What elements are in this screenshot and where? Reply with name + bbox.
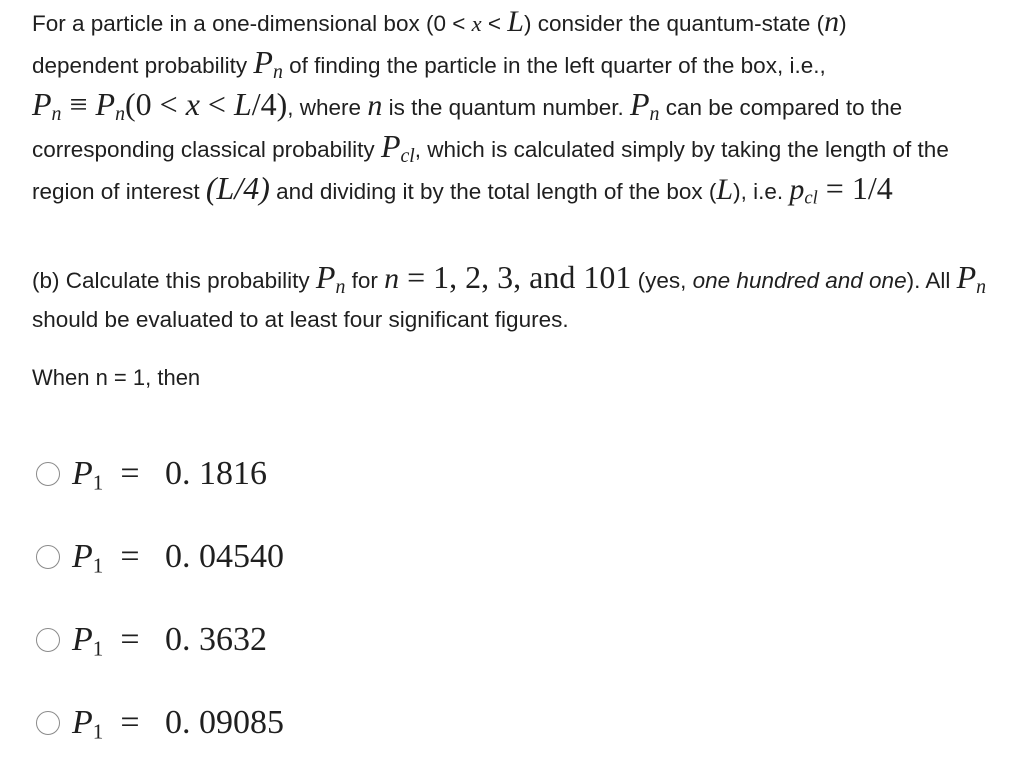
option-label[interactable]	[72, 621, 267, 659]
lt-symbol: <	[199, 86, 234, 122]
question-intro	[32, 2, 997, 211]
var-P: P	[315, 259, 336, 295]
def-open: (0 <	[124, 86, 186, 122]
radio-button[interactable]	[36, 462, 60, 486]
sub-n: n	[335, 275, 346, 298]
answer-option[interactable]	[36, 452, 267, 496]
part-b-text: ). All	[906, 268, 957, 293]
var-P: P	[72, 455, 93, 492]
var-P: P	[629, 86, 650, 122]
var-n: n	[384, 262, 400, 295]
var-P: P	[72, 538, 93, 575]
part-b-text: (b) Calculate this probability	[32, 268, 316, 293]
part-b-emphasis: one hundred and one	[692, 268, 907, 293]
intro-text: dependent probability	[32, 53, 254, 78]
sub-n: n	[272, 60, 283, 83]
option-value: = 0. 1816	[103, 455, 268, 492]
region-expr: (L/4)	[205, 170, 270, 206]
sub-index: 1	[92, 553, 104, 578]
var-n: n	[367, 89, 383, 122]
sub-index: 1	[92, 470, 104, 495]
var-P: P	[72, 621, 93, 658]
radio-button[interactable]	[36, 711, 60, 735]
option-label[interactable]	[72, 704, 284, 742]
var-L: L	[233, 86, 252, 122]
eq-quarter: = 1/4	[817, 170, 893, 206]
sub-cl: cl	[400, 144, 415, 167]
sub-n: n	[115, 102, 125, 125]
intro-text: , where	[287, 95, 368, 120]
var-x: x	[185, 86, 200, 122]
sub-index: 1	[92, 636, 104, 661]
lt-symbol: <	[481, 11, 508, 36]
var-L: L	[716, 173, 734, 206]
sub-n: n	[51, 102, 62, 125]
intro-text: For a particle in a one-dimensional box (0 <	[32, 11, 472, 36]
option-label[interactable]	[72, 455, 267, 493]
radio-button[interactable]	[36, 545, 60, 569]
sub-cl: cl	[804, 187, 818, 209]
when-prompt: When n = 1, then	[32, 365, 201, 390]
intro-text: is the quantum number.	[382, 95, 630, 120]
option-label[interactable]	[72, 538, 284, 576]
question-part-b	[32, 258, 997, 339]
var-P: P	[956, 259, 977, 295]
part-b-text: for	[345, 268, 385, 293]
var-L: L	[507, 5, 524, 38]
equiv-symbol: ≡	[61, 86, 96, 122]
intro-text: , which is calculated simply by taking the length of the region of interest	[32, 137, 949, 204]
sub-n: n	[976, 275, 987, 298]
intro-text: )	[839, 11, 847, 36]
answer-option[interactable]	[36, 535, 284, 579]
intro-text: of finding the particle in the left quarter of the box, i.e.,	[282, 53, 826, 78]
sub-n: n	[649, 102, 660, 125]
var-P: P	[380, 128, 401, 164]
option-value: = 0. 04540	[103, 538, 285, 575]
part-b-text: should be evaluated to at least four significant figures.	[32, 307, 569, 332]
intro-text: ), i.e.	[733, 179, 790, 204]
option-value: = 0. 09085	[103, 704, 285, 741]
def-close: /4)	[251, 86, 288, 122]
answer-option[interactable]	[36, 701, 284, 745]
var-p: p	[789, 173, 805, 206]
var-P: P	[32, 86, 52, 122]
intro-text: ) consider the quantum-state (	[523, 11, 825, 36]
intro-text: and dividing it by the total length of the box (	[269, 179, 717, 204]
var-P: P	[95, 86, 116, 122]
var-x: x	[471, 11, 482, 36]
radio-button[interactable]	[36, 628, 60, 652]
sub-index: 1	[92, 719, 104, 744]
part-b-text: (yes,	[631, 268, 693, 293]
var-P: P	[72, 704, 93, 741]
option-value: = 0. 3632	[103, 621, 268, 658]
var-P: P	[253, 44, 273, 80]
answer-option[interactable]	[36, 618, 267, 662]
n-values: = 1, 2, 3, and 101	[399, 259, 632, 295]
intro-text: can be compared to the corresponding classical probability	[32, 95, 903, 162]
var-n: n	[824, 5, 840, 38]
